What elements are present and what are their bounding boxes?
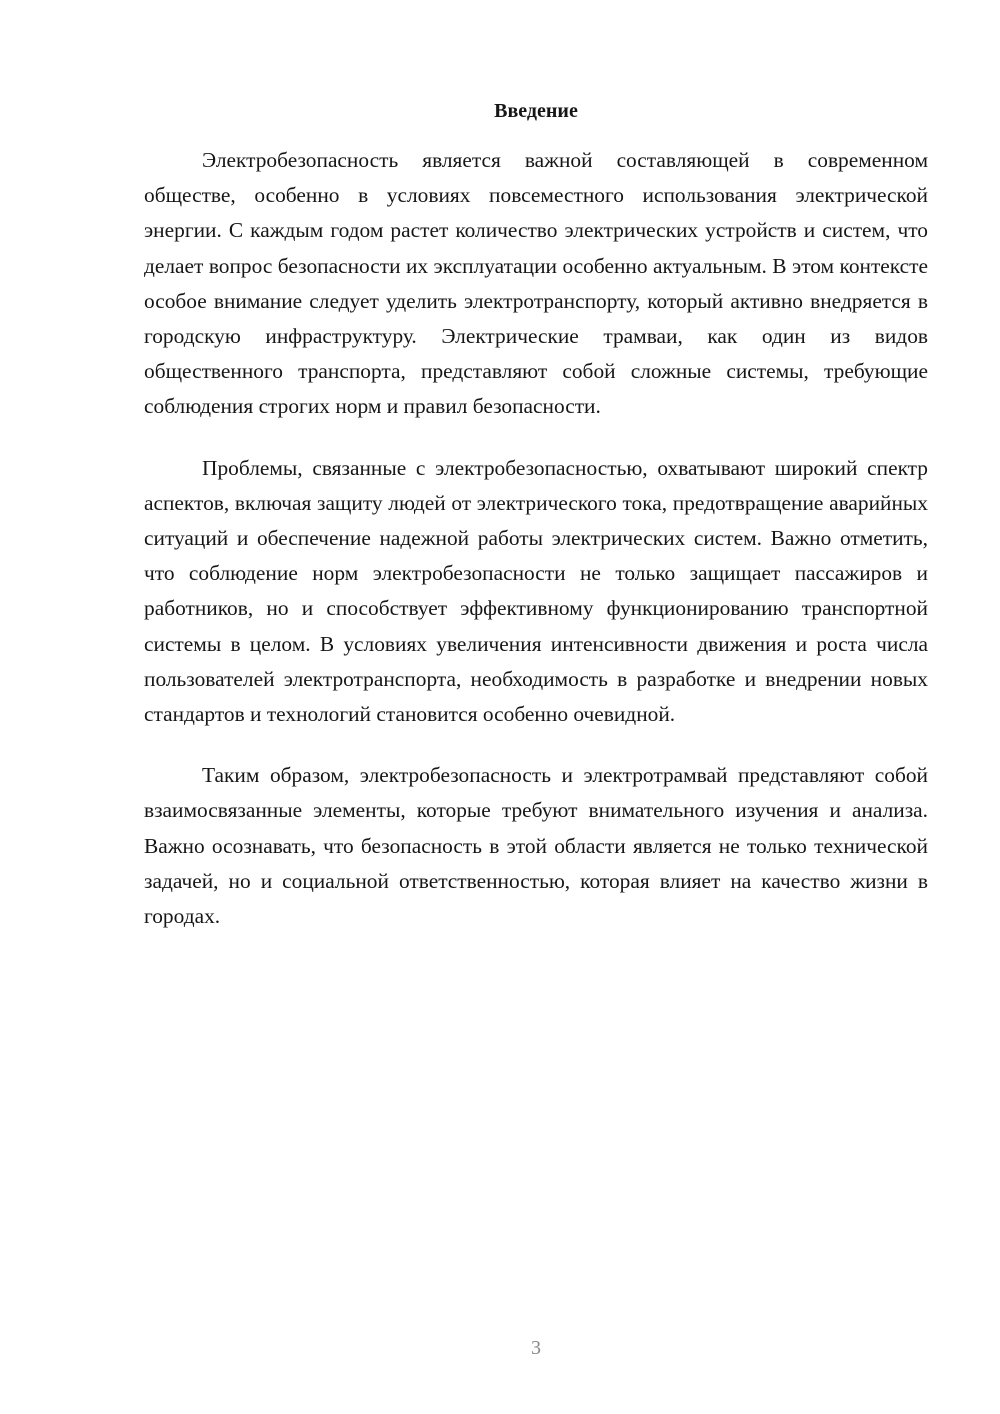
body-text — [144, 143, 928, 960]
paragraph-problems: Проблемы, связанные с электробезопасностью, охватывают широкий спектр аспектов, включая защиту людей от электрического тока, предотвращение аварийных ситуаций и обеспечение надежной работы электрических систем. Важно отметить, что соблюдение норм электробезопасности не только защищает пассажиров и работников, но и способствует эффективному функционированию транспортной системы в целом. В условиях увеличения интенсивности движения и роста числа пользователей электротранспорта, необходимость в разработке и внедрении новых стандартов и технологий становится особенно очевидной. — [144, 455, 928, 727]
section-title: Введение — [494, 100, 578, 122]
paragraph-conclusion: Таким образом, электробезопасность и электротрамвай представляют собой взаимосвязанные элементы, которые требуют внимательного изучения и анализа. Важно осознавать, что безопасность в этой области является не только технической задачей, но и социальной ответственностью, которая влияет на качество жизни в городах. — [144, 763, 928, 929]
paragraph-intro: Электробезопасность является важной составляющей в современном обществе, особенно в условиях повсеместного использования электрической энергии. С каждым годом растет количество электрических устройств и систем, что делает вопрос безопасности их эксплуатации особенно актуальным. В этом контексте особое внимание следует уделить электротранспорту, который активно внедряется в городскую инфраструктуру. Электрические трамваи, как один из видов общественного транспорта, представляют собой сложные системы, требующие соблюдения строгих норм и правил безопасности. — [144, 148, 928, 419]
page-number: 3 — [531, 1337, 541, 1359]
